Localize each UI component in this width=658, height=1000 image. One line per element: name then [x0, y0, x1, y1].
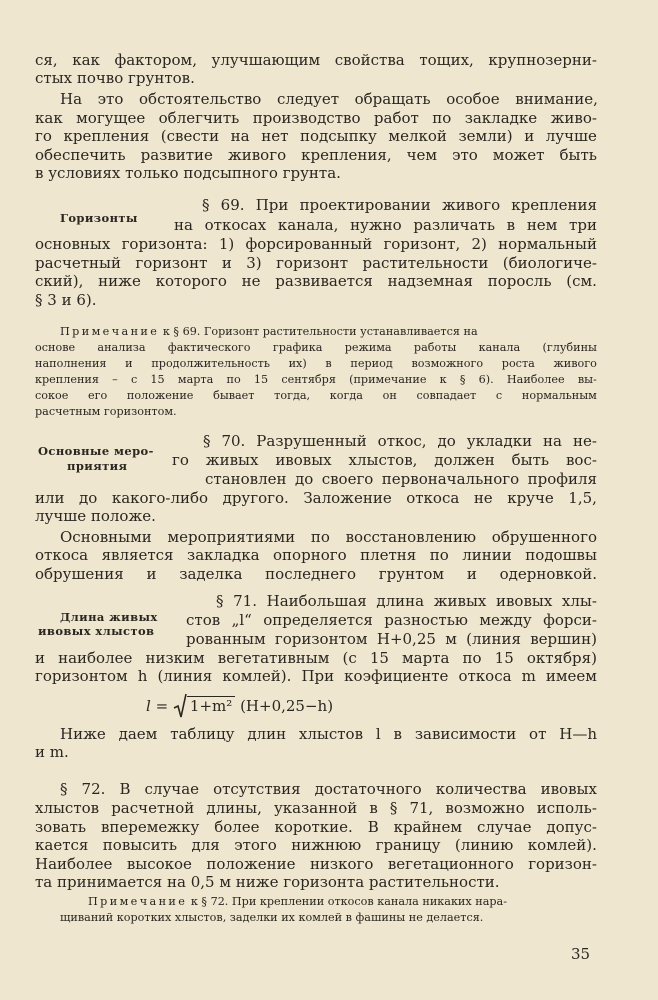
text-line: кается повысить для этого нижнюю границу (линию комлей).: [35, 836, 597, 854]
text-line: § 70. Разрушенный откос, до укладки на не-: [203, 432, 597, 450]
note-line: основе анализа фактического графика режима работы канала (глубины: [35, 341, 597, 354]
text-line: § 71. Наибольшая длина живых ивовых хлы-: [216, 592, 597, 610]
margin-heading-length-cont: ивовых хлыстов: [38, 624, 155, 638]
note-label: Примечание: [88, 895, 188, 908]
note-line: сокое его положение бывает тогда, когда он совпадает с нормальным: [35, 389, 597, 402]
note-line: наполнения и продолжительность их) в период возможного роста живого: [35, 357, 597, 370]
note-line: расчетным горизонтом.: [35, 405, 177, 418]
text-line: и m.: [35, 743, 69, 761]
note-line: щиваний коротких хлыстов, заделки их комлей в фашины не делается.: [60, 911, 484, 924]
text-line: становлен до своего первоначального профиля: [205, 470, 597, 488]
margin-heading-horizons: Горизонты: [60, 211, 138, 225]
text-line: Основными мероприятиями по восстановлению обрушенного: [60, 528, 597, 546]
sqrt-icon: [173, 693, 187, 719]
note-line: [88, 895, 597, 909]
text-line: зовать вперемежку более короткие. В крайнем случае допус-: [35, 818, 597, 836]
margin-heading-length: Длина живых: [60, 610, 158, 624]
text-line: как могущее облегчить производство работ по закладке живо-: [35, 109, 597, 127]
text-line: ский), ниже которого не развивается надземная поросль (см.: [35, 272, 597, 290]
note-line: [60, 325, 597, 339]
text-line: и наиболее низким вегетативным (с 15 марта по 15 октября): [35, 649, 597, 667]
text-line: го живых ивовых хлыстов, должен быть вос-: [172, 451, 597, 469]
text-line: расчетный горизонт и 3) горизонт растительности (биологиче-: [35, 254, 597, 272]
text-line: в условиях только подсыпного грунта.: [35, 164, 341, 182]
text-line: § 3 и 6).: [35, 291, 97, 309]
text-line: На это обстоятельство следует обращать особое внимание,: [60, 90, 598, 108]
note-line: крепления – с 15 марта по 15 сентября (примечание к § 6). Наиболее вы-: [35, 373, 597, 386]
text-line: горизонтом h (линия комлей). При коэфициенте откоса m имеем: [35, 667, 597, 685]
text-line: обеспечить развитие живого крепления, чем это может быть: [35, 146, 597, 164]
text-line: § 72. В случае отсутствия достаточного количества ивовых: [60, 780, 597, 798]
text-line: откоса является закладка опорного плетня по линии подошвы: [35, 546, 597, 564]
text-line: та принимается на 0,5 м ниже горизонта растительности.: [35, 873, 500, 891]
formula-lhs: l =: [146, 697, 169, 715]
formula-root: 1+m²: [187, 696, 235, 715]
text-line: ся, как фактором, улучшающим свойства тощих, крупнозерни-: [35, 51, 597, 69]
text-line: основных горизонта: 1) форсированный горизонт, 2) нормальный: [35, 235, 597, 253]
text-line: на откосах канала, нужно различать в нем три: [174, 216, 597, 234]
note-label: Примечание: [60, 325, 160, 338]
text-line: рованным горизонтом H+0,25 м (линия вершин): [186, 630, 597, 648]
text-line: или до какого-либо другого. Заложение откоса не круче 1,5,: [35, 489, 597, 507]
text-line: го крепления (свести на нет подсыпку мелкой земли) и лучше: [35, 127, 597, 145]
margin-heading-measures: Основные меро-: [38, 444, 154, 458]
note-text: к § 69. Горизонт растительности устанавливается на: [162, 325, 478, 338]
text-line: стых почво грунтов.: [35, 69, 195, 87]
text-line: хлыстов расчетной длины, указанной в § 71, возможно исполь-: [35, 799, 597, 817]
page-number: 35: [571, 945, 591, 963]
margin-heading-measures-cont: приятия: [67, 459, 128, 473]
text-line: обрушения и заделка последнего грунтом и одерновкой.: [35, 565, 597, 583]
formula: [146, 693, 333, 719]
formula-rest: (H+0,25−h): [240, 697, 334, 715]
note-text: к § 72. При креплении откосов канала никаких нара-: [190, 895, 507, 908]
text-line: стов „l“ определяется разностью между форси-: [186, 611, 597, 629]
text-line: § 69. При проектировании живого крепления: [202, 196, 597, 214]
text-line: Ниже даем таблицу длин хлыстов l в зависимости от H—h: [60, 725, 597, 743]
text-line: лучше положе.: [35, 507, 156, 525]
text-line: Наиболее высокое положение низкого вегетационного горизон-: [35, 855, 597, 873]
